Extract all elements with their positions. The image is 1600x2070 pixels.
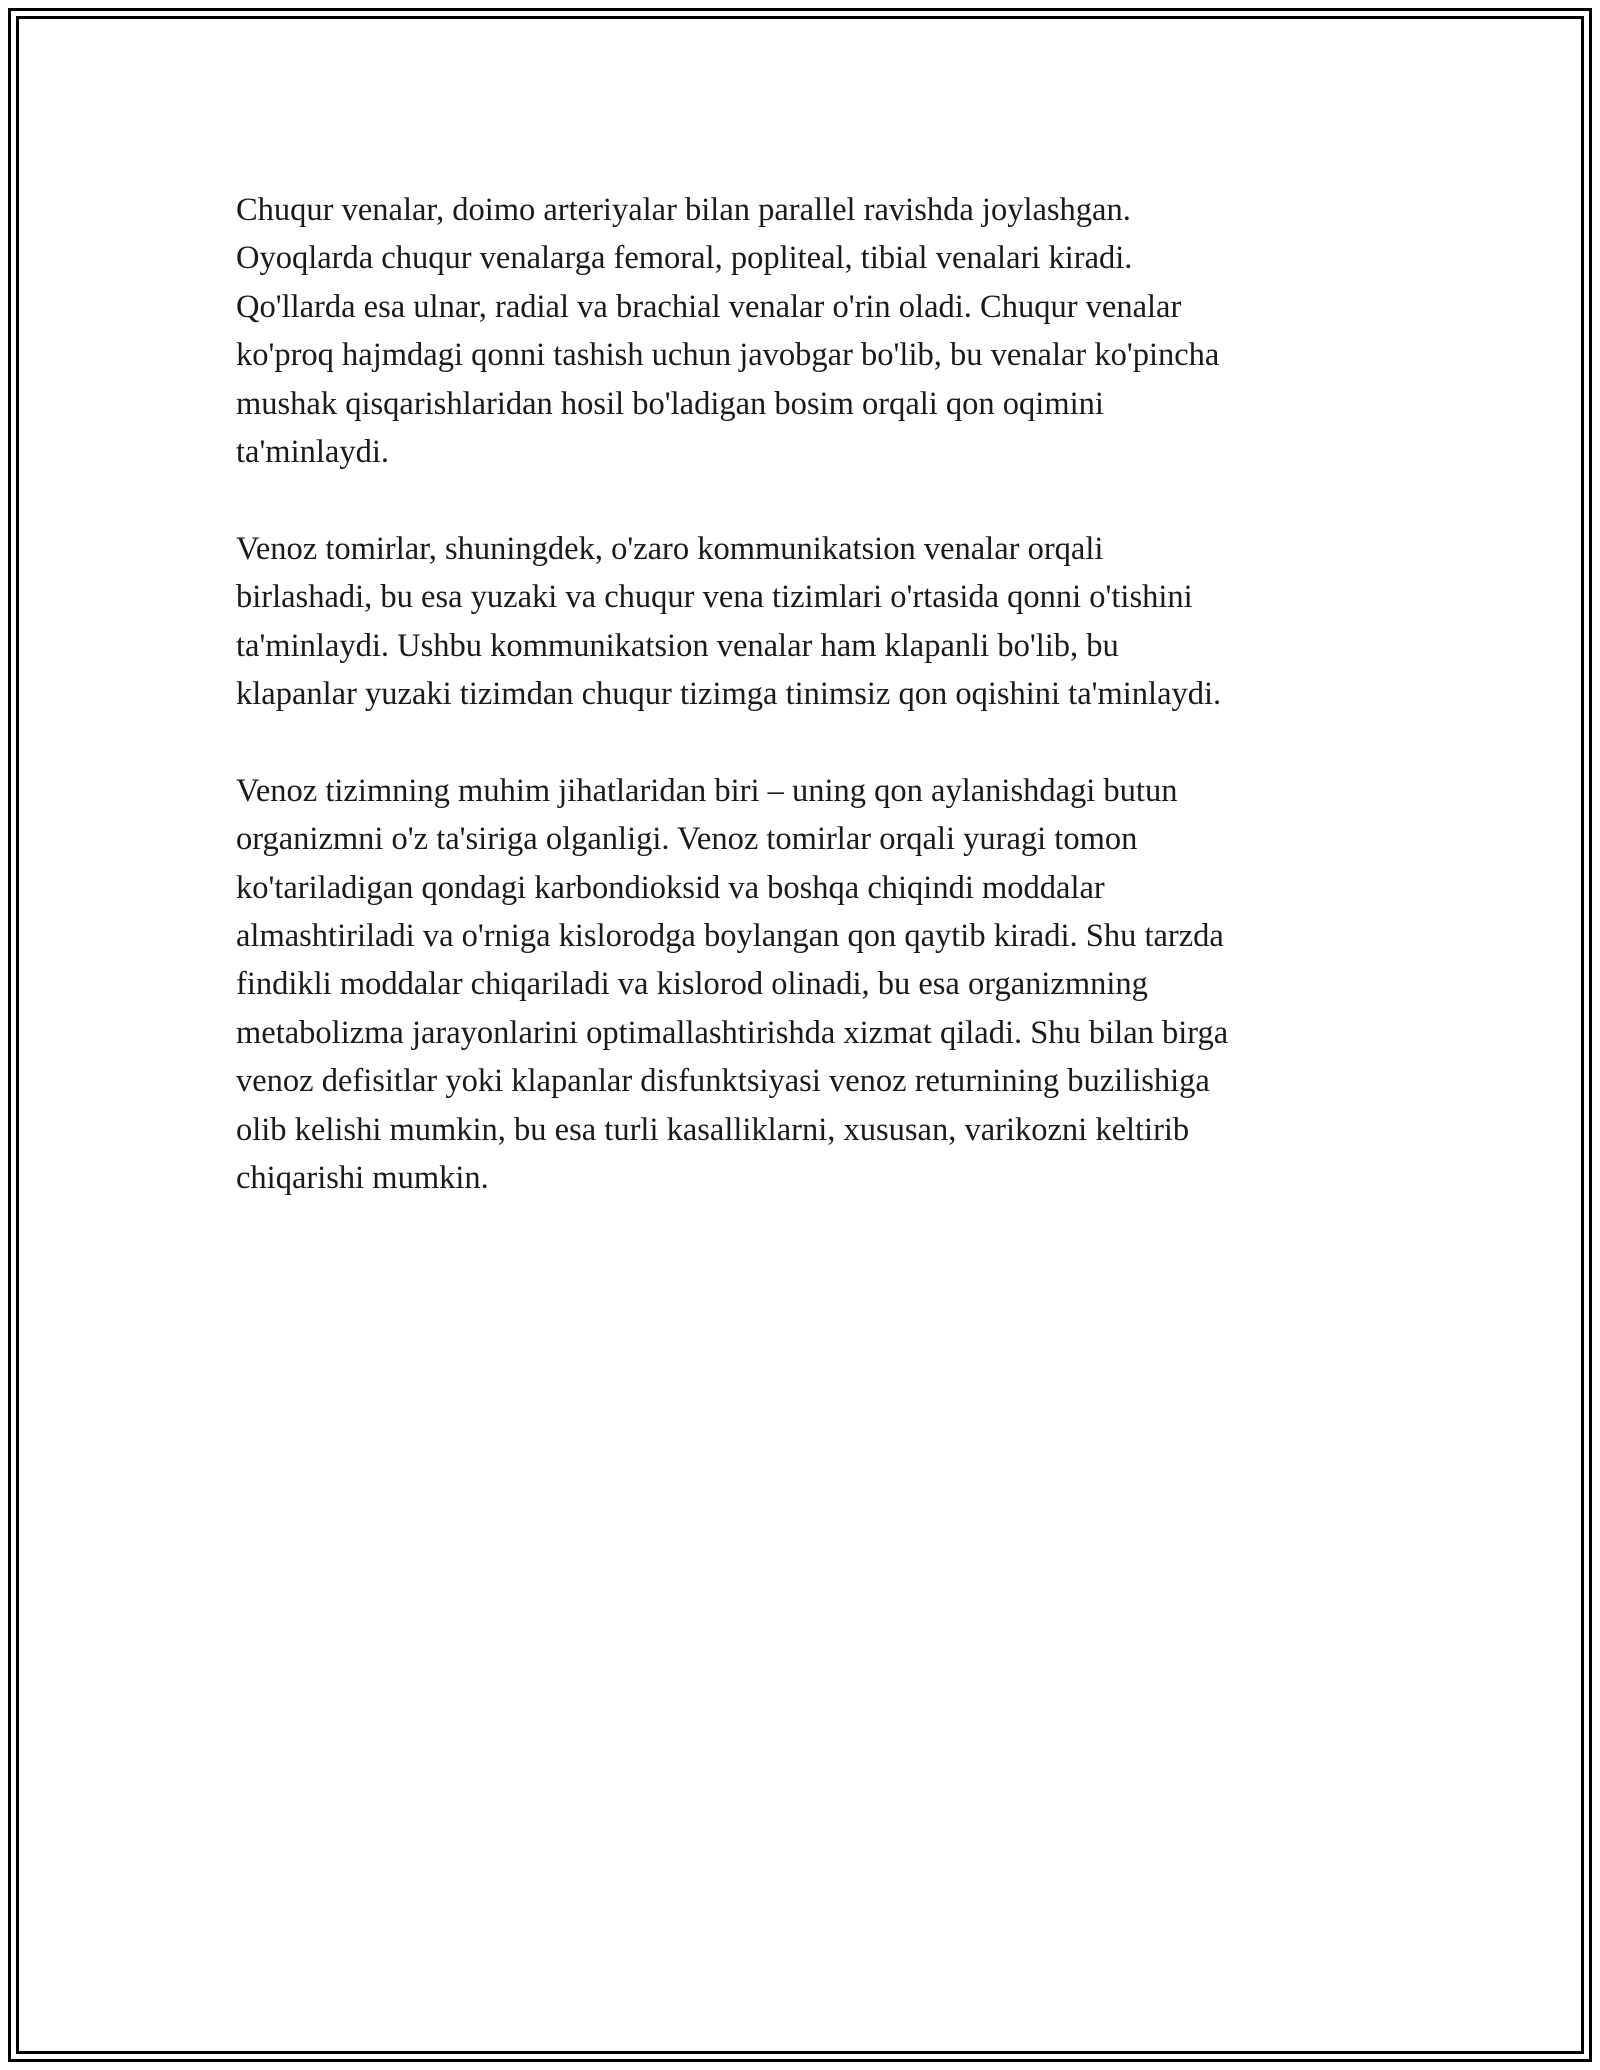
text-line: venoz defisitlar yoki klapanlar disfunktsiyasi venoz returnining buzilishiga [236,1063,1210,1100]
text-line: birlashadi, bu esa yuzaki va chuqur vena tizimlari o'rtasida qonni o'tishini [236,579,1193,616]
paragraph-venous-system-role [236,767,1376,1203]
text-line: chiqarishi mumkin. [236,1160,489,1197]
text-line: ta'minlaydi. Ushbu kommunikatsion venalar ham klapanli bo'lib, bu [236,627,1119,664]
text-line: findikli moddalar chiqariladi va kislorod olinadi, bu esa organizmning [236,966,1148,1003]
text-line: almashtiriladi va o'rniga kislorodga boylangan qon qaytib kiradi. Shu tarzda [236,918,1224,955]
text-line: mushak qisqarishlaridan hosil bo'ladigan bosim orqali qon oqimini [236,385,1104,422]
document-body [236,186,1376,1251]
text-line: organizmni o'z ta'siriga olganligi. Venoz tomirlar orqali yuragi tomon [236,821,1138,858]
text-line: Qo'llarda esa ulnar, radial va brachial venalar o'rin oladi. Chuqur venalar [236,288,1182,325]
text-line: Venoz tizimning muhim jihatlaridan biri – uning qon aylanishdagi butun [236,772,1178,809]
text-line: ko'tariladigan qondagi karbondioksid va boshqa chiqindi moddalar [236,869,1105,906]
text-line: metabolizma jarayonlarini optimallashtirishda xizmat qiladi. Shu bilan birga [236,1014,1229,1051]
paragraph-communicating-veins [236,525,1376,719]
text-line: ko'proq hajmdagi qonni tashish uchun javobgar bo'lib, bu venalar ko'pincha [236,337,1220,374]
paragraph-deep-veins [236,186,1376,476]
text-line: Oyoqlarda chuqur venalarga femoral, popliteal, tibial venalari kiradi. [236,240,1133,277]
text-line: Chuqur venalar, doimo arteriyalar bilan parallel ravishda joylashgan. [236,192,1131,228]
text-line: klapanlar yuzaki tizimdan chuqur tizimga tinimsiz qon oqishini ta'minlaydi. [236,676,1222,713]
text-line: Venoz tomirlar, shuningdek, o'zaro kommunikatsion venalar orqali [236,530,1104,567]
text-line: olib kelishi mumkin, bu esa turli kasalliklarni, xususan, varikozni keltirib [236,1111,1190,1148]
text-line: ta'minlaydi. [236,434,389,471]
